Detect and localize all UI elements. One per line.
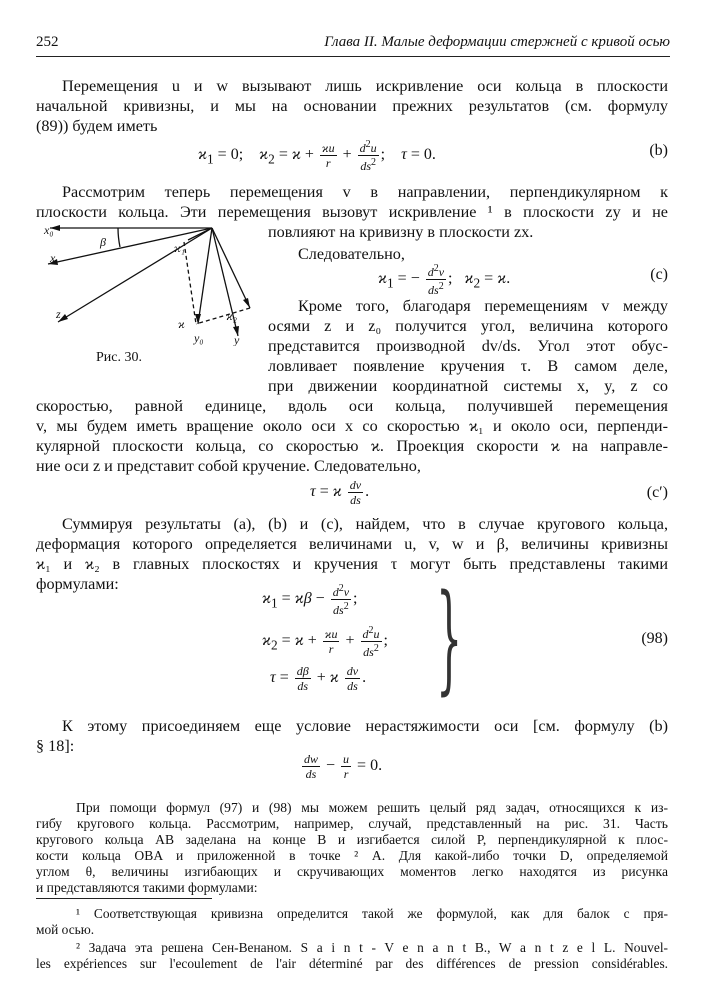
para3-line-8: кулярной плоскости кольца, со скоростью ϰ. Проекция скорости ϰ на направле- (36, 437, 668, 455)
para6-line-2: гибу кругового кольца. Рассмотрим, например, случай, представленный на рис. 31. Часть (36, 816, 668, 831)
para1-line-1: Перемещения u и w вызывают лишь искривление оси кольца в плоскости (62, 77, 668, 95)
para4-line-1: Суммируя результаты (a), (b) и (c), найдем, что в случае кругового кольца, (62, 515, 668, 533)
para3-line-1: Кроме того, благодаря перемещениям v между (298, 297, 668, 315)
para6-line-3: кругового кольца AB заделана на конце B и изгибается силой P, перпендикулярной к плос- (36, 832, 668, 847)
kappa1-vector (188, 228, 212, 240)
equation-98-brace: } (436, 568, 463, 706)
equation-c: $ϰ_1$ = − $\frac{d^2v}{ds^2}$ ; $ϰ_2 = ϰ$. (378, 263, 511, 297)
para1-line-2: начальной кривизны, и мы на основании прежних результатов (см. формулу (36, 97, 668, 115)
axis-z-line (58, 228, 212, 322)
equation-98-line-3: τ = $\frac{d\beta}{ds}$ + ϰ $\frac{dv}{ds}$ . (270, 664, 367, 693)
para3-line-2: осями z и z₀ получится угол, величина которого (268, 317, 668, 335)
footnote-1-line-2: мой осью. (36, 922, 95, 937)
figure-30 (36, 216, 266, 346)
figure-caption: Рис. 30. (96, 350, 142, 365)
label-kappa: ϰ (178, 317, 185, 331)
para4-line-4: формулами: (36, 575, 119, 593)
para4-line-3: ϰ₁ и ϰ₂ в главных плоскостях и кручения τ могут быть представлены такими (36, 555, 668, 573)
para6-line-5: углом θ, величины изгибающих и скручивающих моментов легко находятся из рисунка (36, 864, 668, 879)
label-x0: x₀ (44, 223, 54, 237)
para5-line-1: К этому присоединяем еще условие нерастяжимости оси [см. формулу (b) (62, 717, 668, 735)
equation-98-label: (98) (641, 630, 668, 647)
label-y: y (234, 333, 240, 346)
axis-y0-line (198, 228, 212, 324)
para3-line-7: v, мы будем иметь вращение около оси x со скоростью ϰ₁ и около оси, перпенди- (36, 417, 668, 435)
kappa2-dashed (196, 308, 250, 324)
para6-line-1: При помощи формул (97) и (98) мы можем решить целый ряд задач, относящихся к из- (76, 800, 668, 815)
kappa-dashed (184, 242, 196, 324)
label-x: x (50, 251, 56, 265)
label-y0: y₀ (194, 331, 204, 345)
para3-line-3: представится производной dv/ds. Угол этот обус- (268, 337, 668, 355)
equation-98-line-2: $ϰ_2 = ϰ$ + $\frac{ϰu}{r}$ + $\frac{d^2u}{ds^2}$ ; (262, 625, 388, 659)
para3-line-4: ловливает появление кручения τ. В самом деле, (268, 357, 668, 375)
para3-line-6: скоростью, равной единице, вдоль оси кольца, получившей перемещения (36, 397, 668, 415)
para3-line-5: при движении координатной системы x, y, z со (268, 377, 668, 395)
equation-inextensibility: $\frac{dw}{ds}$ − $\frac{u}{r}$ = 0. (304, 752, 383, 781)
label-z: z (56, 307, 61, 321)
beta-arc (118, 228, 120, 247)
label-kappa2: ϰ₂ (226, 309, 237, 323)
header-rule (36, 56, 670, 57)
footnote-2-line-2: les expériences sur l'ecoulement de l'air déterminé par des différences de pression considérables. (36, 956, 668, 971)
para2-line-1: Рассмотрим теперь перемещения v в направлении, перпендикулярном к (62, 183, 668, 201)
para5-line-2: § 18]: (36, 737, 75, 755)
axis-x-line (48, 228, 212, 264)
equation-b: $ϰ_1 = 0$; $ϰ_2 = ϰ$ + $\frac{ϰu}{r}$ + $\frac{d^2u}{ds^2}$ ; τ = 0. (198, 139, 436, 173)
footnote-rule (36, 898, 212, 899)
para4-line-2: деформация которого определяется величинами u, v, w и β, величины кривизны (36, 535, 668, 553)
chapter-title: Глава II. Малые деформации стержней с кривой осью (324, 34, 670, 50)
label-beta: β (100, 235, 106, 249)
para2-line-4: Следовательно, (298, 245, 405, 263)
equation-b-label: (b) (649, 142, 668, 159)
para1-line-3: (89)) будем иметь (36, 117, 158, 135)
equation-c-prime-label: (c′) (646, 484, 668, 501)
equation-c-label: (c) (650, 266, 668, 283)
label-kappa1: ϰ₁ (174, 241, 185, 255)
para2-line-2: плоскости кольца. Эти перемещения вызовут искривление ¹ в плоскости zy и не (36, 203, 668, 221)
para6-line-4: кости кольца OBA и приложенной в точке ² A. Для какой-либо точки D, определяемой (36, 848, 668, 863)
kappa2-vector (212, 228, 250, 308)
footnote-1-line-1: ¹ Соответствующая кривизна определится такой же формулой, как для балок с пря- (76, 906, 668, 921)
para2-line-3: повлияют на кривизну в плоскости zx. (268, 223, 534, 241)
para3-line-9: ние оси z и представит собой кручение. Следовательно, (36, 457, 421, 475)
equation-98-line-1: $ϰ_1 = ϰ\beta$ − $\frac{d^2v}{ds^2}$ ; (262, 583, 358, 617)
footnote-2-line-1: ² Задача эта решена Сен-Венаном. S a i n t - V e n a n t B., W a n t z e l L. Nouvel- (76, 940, 668, 955)
equation-c-prime: τ = ϰ $\frac{dv}{ds}$ . (310, 478, 370, 507)
para6-line-6: и представляются такими формулами: (36, 880, 258, 895)
page-number: 252 (36, 34, 59, 50)
